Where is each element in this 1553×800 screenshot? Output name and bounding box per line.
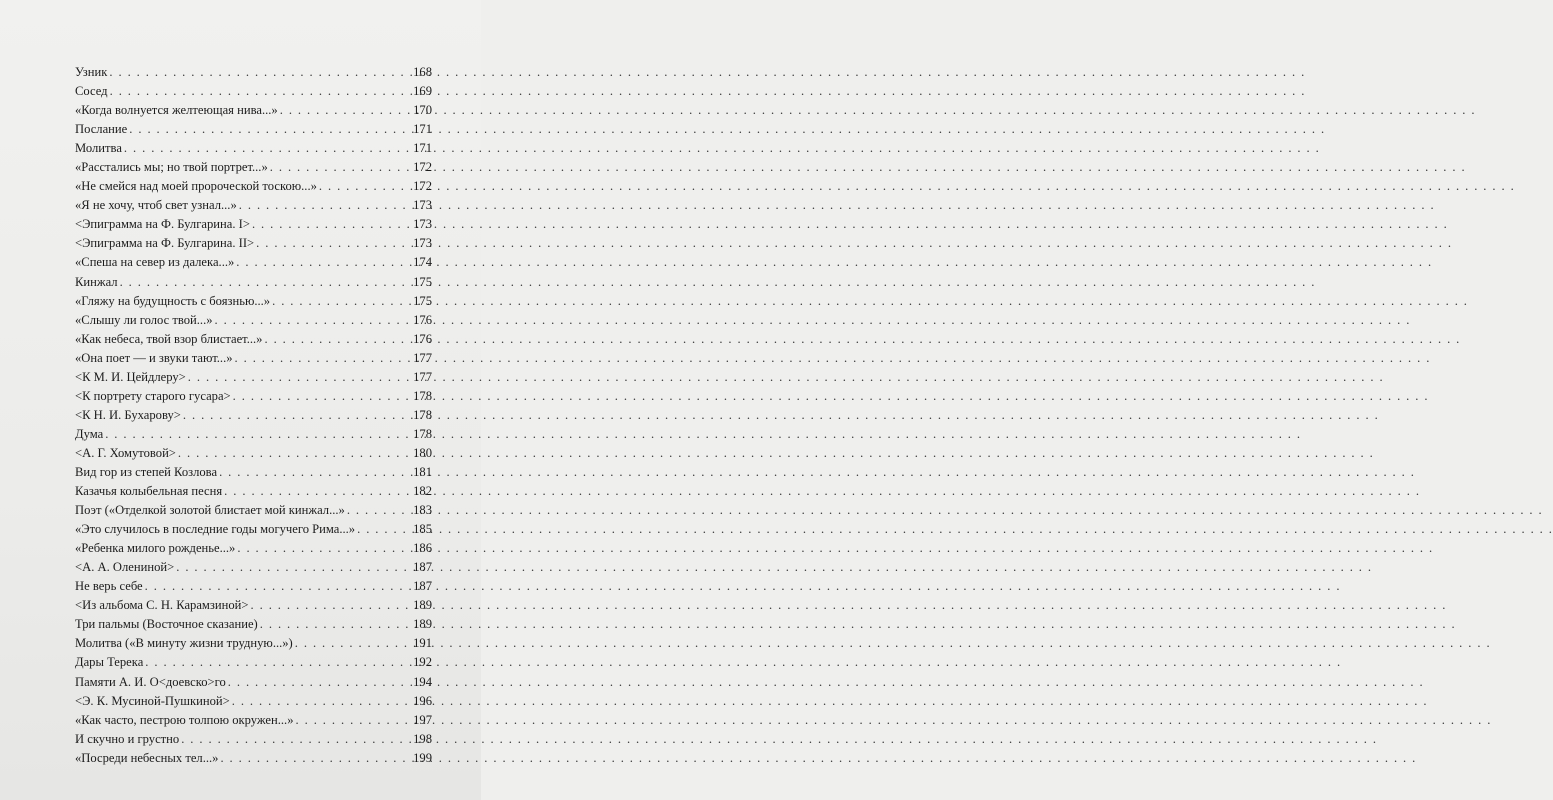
toc-entry	[75, 234, 432, 253]
toc-entry-page-number: 199	[413, 750, 432, 765]
toc-entry-title: <А. Г. Хомутовой>	[75, 445, 176, 460]
toc-entry	[75, 711, 432, 730]
toc-entry	[75, 196, 432, 215]
toc-entry-page-number: 171	[413, 122, 432, 137]
book-page	[0, 0, 481, 800]
toc-entry	[75, 215, 432, 234]
toc-entry-title: «Она поет — и звуки тают...»	[75, 350, 233, 365]
toc-entry-title: «Как небеса, твой взор блистает...»	[75, 331, 263, 346]
toc-entry-title: Послание	[75, 122, 128, 137]
toc-entry	[75, 63, 432, 82]
dot-leader	[272, 292, 411, 311]
toc-entry	[75, 101, 432, 120]
toc-entry-title: <Эпиграмма на Ф. Булгарина. I>	[75, 217, 250, 232]
toc-entry-title: Молитва	[75, 141, 122, 156]
toc-entry	[75, 673, 432, 692]
dot-leader	[233, 387, 411, 406]
dot-leader	[176, 558, 411, 577]
toc-entry-title: Поэт («Отделкой золотой блистает мой кинжал...»	[75, 503, 345, 518]
toc-entry	[75, 634, 432, 653]
toc-entry-page-number: 196	[413, 693, 432, 708]
toc-entry-page-number: 181	[413, 464, 432, 479]
toc-entry-title: <Э. К. Мусиной-Пушкиной>	[75, 693, 230, 708]
dot-leader	[260, 615, 411, 634]
toc-entry-title: Вид гор из степей Козлова	[75, 464, 218, 479]
toc-entry-page-number: 178	[413, 407, 432, 422]
toc-entry-page-number: 192	[413, 655, 432, 670]
toc-entry	[75, 482, 432, 501]
dot-leader	[181, 730, 411, 749]
dot-leader	[178, 444, 411, 463]
toc-entry	[75, 330, 432, 349]
toc-entry-page-number: 177	[413, 350, 432, 365]
dot-leader	[120, 273, 412, 292]
dot-leader	[239, 196, 411, 215]
dot-leader	[256, 234, 411, 253]
toc-entry-title: Кинжал	[75, 274, 118, 289]
toc-entry-page-number: 182	[413, 484, 432, 499]
toc-entry-page-number: 174	[413, 255, 432, 270]
toc-entry-page-number: 183	[413, 503, 432, 518]
toc-entry-title: «Это случилось в последние годы могучего Рима...»	[75, 522, 356, 537]
toc-entry-page-number: 172	[413, 160, 432, 175]
toc-entry-page-number: 175	[413, 274, 432, 289]
toc-entry	[75, 273, 432, 292]
toc-entry	[75, 349, 432, 368]
dot-leader	[109, 63, 411, 82]
dot-leader	[280, 101, 411, 120]
toc-entry-title: <А. А. Олениной>	[75, 560, 175, 575]
toc-entry-title: Казачья колыбельная песня	[75, 484, 223, 499]
toc-entry	[75, 311, 432, 330]
toc-entry	[75, 158, 432, 177]
dot-leader	[220, 749, 411, 768]
toc-entry	[75, 539, 432, 558]
toc-entry	[75, 444, 432, 463]
toc-entry-page-number: 176	[413, 331, 432, 346]
dot-leader	[235, 349, 412, 368]
toc-entry-title: Дары Терека	[75, 655, 144, 670]
toc-entry-page-number: 171	[413, 141, 432, 156]
toc-entry-title: «Как часто, пестрою толпою окружен...»	[75, 712, 294, 727]
dot-leader	[347, 501, 411, 520]
toc-entry-page-number: 189	[413, 598, 432, 613]
toc-entry	[75, 253, 432, 272]
toc-entry-page-number: 178	[413, 426, 432, 441]
toc-entry-page-number: 173	[413, 236, 432, 251]
toc-entry-title: Молитва («В минуту жизни трудную...»)	[75, 636, 293, 651]
toc-entry-title: Не верь себе	[75, 579, 143, 594]
toc-entry-title: «Расстались мы; но твой портрет...»	[75, 160, 268, 175]
dot-leader	[219, 463, 411, 482]
toc-entry-title: «Спеша на север из далека...»	[75, 255, 235, 270]
toc-entry-title: «Я не хочу, чтоб свет узнал...»	[75, 198, 237, 213]
toc-entry-title: <Эпиграмма на Ф. Булгарина. II>	[75, 236, 255, 251]
toc-entry-page-number: 177	[413, 369, 432, 384]
toc-entry-page-number: 180	[413, 445, 432, 460]
toc-entry-title: Узник	[75, 65, 108, 79]
toc-entry	[75, 120, 432, 139]
dot-leader	[270, 158, 411, 177]
toc-entry-page-number: 186	[413, 541, 432, 556]
toc-entry	[75, 368, 432, 387]
toc-entry	[75, 463, 432, 482]
toc-entry-title: <Из альбома С. Н. Карамзиной>	[75, 598, 249, 613]
toc-entry	[75, 425, 432, 444]
toc-entry-title: Дума	[75, 426, 104, 441]
toc-entry	[75, 596, 432, 615]
toc-entry-title: <К портрету старого гусара>	[75, 388, 231, 403]
dot-leader	[236, 253, 411, 272]
dot-leader	[228, 673, 411, 692]
toc-entry-title: «Ребенка милого рожденье...»	[75, 541, 236, 556]
toc-entry-page-number: 194	[413, 674, 432, 689]
toc-entry-page-number: 168	[413, 65, 432, 79]
dot-leader	[224, 482, 411, 501]
toc-entry-page-number: 187	[413, 560, 432, 575]
toc-entry-page-number: 173	[413, 217, 432, 232]
toc-entry-page-number: 175	[413, 293, 432, 308]
dot-leader	[145, 577, 411, 596]
table-of-contents	[75, 63, 432, 768]
dot-leader	[264, 330, 411, 349]
toc-entry-title: Сосед	[75, 84, 108, 99]
dot-leader	[188, 368, 411, 387]
toc-entry-page-number: 185	[413, 522, 432, 537]
toc-entry-title: Памяти А. И. О<доевско>го	[75, 674, 226, 689]
dot-leader	[296, 711, 412, 730]
toc-entry-page-number: 173	[413, 198, 432, 213]
toc-entry-title: «Посреди небесных тел...»	[75, 750, 219, 765]
toc-entry-title: «Не смейся над моей пророческой тоскою...»	[75, 179, 317, 194]
dot-leader	[145, 653, 411, 672]
toc-entry	[75, 406, 432, 425]
toc-entry-title: <К М. И. Цейдлеру>	[75, 369, 186, 384]
toc-entry-page-number: 172	[413, 179, 432, 194]
dot-leader	[124, 139, 411, 158]
toc-entry	[75, 520, 432, 539]
toc-entry-page-number: 176	[413, 312, 432, 327]
toc-entry-page-number: 169	[413, 84, 432, 99]
toc-entry-title: «Гляжу на будущность с боязнью...»	[75, 293, 271, 308]
dot-leader	[183, 406, 411, 425]
toc-entry	[75, 730, 432, 749]
toc-entry-page-number: 191	[413, 636, 432, 651]
toc-entry-page-number: 198	[413, 731, 432, 746]
toc-entry	[75, 177, 432, 196]
dot-leader	[232, 692, 411, 711]
toc-entry-page-number: 178	[413, 388, 432, 403]
toc-entry	[75, 292, 432, 311]
dot-leader	[129, 120, 411, 139]
dot-leader	[251, 596, 412, 615]
toc-entry	[75, 139, 432, 158]
toc-entry	[75, 558, 432, 577]
dot-leader	[319, 177, 411, 196]
toc-entry	[75, 577, 432, 596]
dot-leader	[110, 82, 412, 101]
dot-leader	[215, 311, 412, 330]
toc-entry	[75, 692, 432, 711]
dot-leader	[295, 634, 411, 653]
toc-entry-page-number: 189	[413, 617, 432, 632]
toc-entry	[75, 82, 432, 101]
toc-entry	[75, 615, 432, 634]
toc-entry-title: «Когда волнуется желтеющая нива...»	[75, 103, 278, 118]
dot-leader	[237, 539, 411, 558]
toc-entry	[75, 387, 432, 406]
dot-leader	[105, 425, 411, 444]
toc-entry-page-number: 170	[413, 103, 432, 118]
toc-entry-title: И скучно и грустно	[75, 731, 180, 746]
toc-entry-title: «Слышу ли голос твой...»	[75, 312, 213, 327]
dot-leader	[252, 215, 411, 234]
toc-entry-page-number: 187	[413, 579, 432, 594]
toc-entry-title: Три пальмы (Восточное сказание)	[75, 617, 258, 632]
toc-entry	[75, 501, 432, 520]
toc-entry	[75, 749, 432, 768]
toc-entry	[75, 653, 432, 672]
toc-entry-title: <К Н. И. Бухарову>	[75, 407, 181, 422]
toc-entry-page-number: 197	[413, 712, 432, 727]
dot-leader	[357, 520, 411, 539]
